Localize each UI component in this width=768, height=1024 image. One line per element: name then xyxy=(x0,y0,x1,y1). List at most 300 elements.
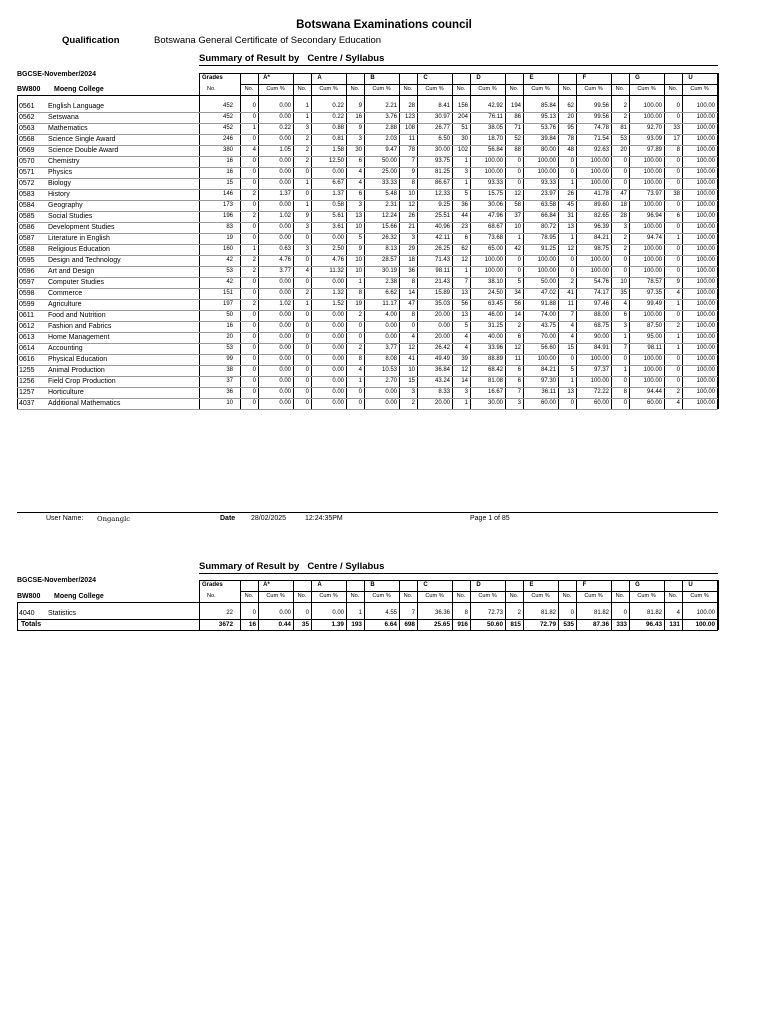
cum-percent-cell: 68.67 xyxy=(487,224,503,230)
count-cell: 14 xyxy=(408,290,415,296)
totals-cum-cell: 0.44 xyxy=(278,621,291,628)
summary-title-text-2: Summary of Result by xyxy=(199,561,300,572)
no-subheader: No. xyxy=(615,593,625,599)
table-row xyxy=(0,321,768,332)
subject-name: Development Studies xyxy=(48,224,115,231)
count-cell: 0 xyxy=(570,268,574,274)
count-cell: 0 xyxy=(676,378,680,384)
cum-percent-cell: 97.37 xyxy=(593,367,609,373)
cum-percent-cell: 0.00 xyxy=(385,389,397,395)
count-cell: 12 xyxy=(514,345,521,351)
count-cell: 7 xyxy=(411,158,415,164)
cum-percent-cell: 26.42 xyxy=(434,345,450,351)
syllabus-code: 0586 xyxy=(19,224,35,231)
document-title: Botswana Examinations council xyxy=(296,19,472,31)
cum-percent-cell: 0.00 xyxy=(332,378,344,384)
cum-percent-cell: 95.00 xyxy=(646,334,662,340)
subject-name: Chemistry xyxy=(48,158,80,165)
syllabus-code: 0562 xyxy=(19,114,35,121)
cum-percent-cell: 20.00 xyxy=(434,312,450,318)
cum-percent-cell: 96.39 xyxy=(593,224,609,230)
count-cell: 62 xyxy=(461,246,468,252)
cum-percent-cell: 100.00 xyxy=(643,367,662,373)
subject-name: Physics xyxy=(48,169,73,176)
totals-cum-cell: 87.36 xyxy=(593,621,609,628)
totals-cum-cell: 96.43 xyxy=(646,621,662,628)
count-cell: 0 xyxy=(623,169,627,175)
cum-percent-cell: 2.31 xyxy=(385,202,397,208)
no-subheader: No. xyxy=(615,86,625,92)
cum-percent-cell: 100.00 xyxy=(537,158,556,164)
time-value: 12:24:35PM xyxy=(305,515,343,522)
subject-name: Home Management xyxy=(48,334,110,341)
totals-top-rule xyxy=(17,619,718,620)
syllabus-code: 0571 xyxy=(19,169,35,176)
grade-header-3: B xyxy=(370,75,375,81)
totals-row xyxy=(0,619,768,630)
table-row xyxy=(0,354,768,365)
syllabus-code: 0584 xyxy=(19,202,35,209)
cum-percent-cell: 100.00 xyxy=(643,202,662,208)
cum-percent-cell: 100.00 xyxy=(643,268,662,274)
cum-percent-cell: 1.32 xyxy=(332,290,344,296)
count-cell: 0 xyxy=(676,180,680,186)
count-cell: 0 xyxy=(570,400,574,406)
cum-percent-cell: 98.11 xyxy=(647,345,662,351)
cum-percent-cell: 96.94 xyxy=(646,213,662,219)
cum-percent-cell: 0.81 xyxy=(332,136,344,142)
count-cell: 8 xyxy=(411,279,415,285)
count-cell: 0 xyxy=(305,191,309,197)
session-label: BGCSE-November/2024 xyxy=(17,71,96,78)
count-cell: 0 xyxy=(623,378,627,384)
table-row xyxy=(0,255,768,266)
table-row xyxy=(0,277,768,288)
cum-percent-cell: 26.25 xyxy=(434,246,450,252)
no-subheader: No. xyxy=(297,86,307,92)
cum-percent-cell: 72.22 xyxy=(593,389,609,395)
cum-percent-cell: 100.00 xyxy=(696,367,715,373)
syllabus-code: 1257 xyxy=(19,389,35,396)
no-subheader: No. xyxy=(456,593,466,599)
cum-percent-cell: 12.50 xyxy=(328,158,344,164)
cum-percent-cell: 8.08 xyxy=(385,356,397,362)
count-cell: 10 xyxy=(408,367,415,373)
no-subheader: No. xyxy=(297,593,307,599)
cum-percent-cell: 15.89 xyxy=(434,290,450,296)
cum-percent-cell: 60.00 xyxy=(646,400,662,406)
cum-percent-cell: 1.05 xyxy=(279,147,291,153)
totals-count-cell: 698 xyxy=(404,621,415,628)
count-cell: 0 xyxy=(676,268,680,274)
count-cell: 4 xyxy=(464,334,468,340)
cum-subheader: Cum % xyxy=(531,593,550,599)
cum-percent-cell: 74.17 xyxy=(593,290,609,296)
count-cell: 0 xyxy=(305,345,309,351)
cum-percent-cell: 100.00 xyxy=(590,378,609,384)
summary-title-text: Summary of Result by xyxy=(199,53,300,64)
candidates-total: 452 xyxy=(222,103,233,109)
subject-name: Mathematics xyxy=(48,125,88,132)
count-cell: 3 xyxy=(464,169,468,175)
cum-percent-cell: 100.00 xyxy=(696,345,715,351)
table-row xyxy=(0,365,768,376)
count-cell: 31 xyxy=(567,213,574,219)
count-cell: 2 xyxy=(252,268,256,274)
count-cell: 0 xyxy=(252,290,256,296)
count-cell: 78 xyxy=(567,136,574,142)
cum-subheader: Cum % xyxy=(637,86,656,92)
cum-percent-cell: 100.00 xyxy=(590,257,609,263)
summary-title xyxy=(199,53,384,64)
count-cell: 108 xyxy=(404,125,415,131)
candidates-total: 22 xyxy=(226,610,233,616)
grade-header-2: A xyxy=(317,75,322,81)
cum-percent-cell: 25.00 xyxy=(381,169,397,175)
count-cell: 6 xyxy=(358,191,362,197)
cum-percent-cell: 100.00 xyxy=(696,610,715,616)
table-row xyxy=(0,288,768,299)
count-cell: 0 xyxy=(305,356,309,362)
count-cell: 4 xyxy=(464,345,468,351)
table-row xyxy=(0,398,768,409)
cum-percent-cell: 28.57 xyxy=(381,257,397,263)
cum-percent-cell: 68.42 xyxy=(487,367,503,373)
count-cell: 88 xyxy=(514,147,521,153)
count-cell: 0 xyxy=(676,158,680,164)
cum-percent-cell: 100.00 xyxy=(696,257,715,263)
count-cell: 7 xyxy=(464,279,468,285)
cum-percent-cell: 47.96 xyxy=(487,213,503,219)
count-cell: 2 xyxy=(252,191,256,197)
count-cell: 2 xyxy=(517,610,521,616)
count-cell: 86 xyxy=(514,114,521,120)
count-cell: 1 xyxy=(305,180,309,186)
count-cell: 37 xyxy=(514,213,521,219)
summary-title-2 xyxy=(199,561,384,572)
count-cell: 8 xyxy=(411,180,415,186)
count-cell: 0 xyxy=(305,389,309,395)
cum-percent-cell: 80.00 xyxy=(540,147,556,153)
count-cell: 34 xyxy=(514,290,521,296)
cum-percent-cell: 36.11 xyxy=(541,389,556,395)
count-cell: 1 xyxy=(464,158,468,164)
cum-percent-cell: 3.77 xyxy=(279,268,291,274)
syllabus-code: 0599 xyxy=(19,301,35,308)
syllabus-code: 0612 xyxy=(19,323,35,330)
count-cell: 2 xyxy=(305,147,309,153)
grade-header-1: A* xyxy=(263,582,270,588)
count-cell: 10 xyxy=(514,224,521,230)
count-cell: 7 xyxy=(411,610,415,616)
cum-percent-cell: 54.76 xyxy=(593,279,609,285)
cum-percent-cell: 78.95 xyxy=(540,235,556,241)
subject-name: Food and Nutrition xyxy=(48,312,106,319)
count-cell: 0 xyxy=(305,235,309,241)
cum-subheader: Cum % xyxy=(425,86,444,92)
count-cell: 11 xyxy=(567,301,574,307)
count-cell: 0 xyxy=(411,323,415,329)
no-subheader: No. xyxy=(668,86,678,92)
count-cell: 51 xyxy=(461,125,468,131)
count-cell: 15 xyxy=(567,345,574,351)
centre-name-2: Moeng College xyxy=(54,593,104,600)
count-cell: 0 xyxy=(305,279,309,285)
cum-percent-cell: 100.00 xyxy=(537,169,556,175)
count-cell: 1 xyxy=(464,180,468,186)
cum-percent-cell: 72.73 xyxy=(487,610,503,616)
cum-percent-cell: 50.00 xyxy=(540,279,556,285)
count-cell: 0 xyxy=(517,257,521,263)
count-cell: 12 xyxy=(408,345,415,351)
count-cell: 11 xyxy=(408,136,415,142)
cum-percent-cell: 4.55 xyxy=(385,610,397,616)
cum-percent-cell: 93.09 xyxy=(646,136,662,142)
no-subheader: No. xyxy=(403,593,413,599)
cum-percent-cell: 93.33 xyxy=(540,180,556,186)
cum-percent-cell: 70.00 xyxy=(540,334,556,340)
count-cell: 8 xyxy=(358,356,362,362)
count-cell: 78 xyxy=(408,147,415,153)
cum-percent-cell: 0.00 xyxy=(332,400,344,406)
count-cell: 194 xyxy=(510,103,521,109)
centre-code-2: BW800 xyxy=(17,593,41,600)
count-cell: 5 xyxy=(517,279,521,285)
subject-name: Literature in English xyxy=(48,235,110,242)
table-row xyxy=(0,167,768,178)
cum-percent-cell: 0.00 xyxy=(279,610,291,616)
count-cell: 4 xyxy=(358,367,362,373)
count-cell: 0 xyxy=(676,103,680,109)
cum-percent-cell: 18.70 xyxy=(487,136,503,142)
cum-percent-cell: 100.00 xyxy=(643,180,662,186)
count-cell: 0 xyxy=(358,400,362,406)
count-cell: 8 xyxy=(358,290,362,296)
count-cell: 10 xyxy=(408,191,415,197)
count-cell: 44 xyxy=(461,213,468,219)
cum-percent-cell: 100.00 xyxy=(696,180,715,186)
table-row xyxy=(0,299,768,310)
count-cell: 0 xyxy=(623,268,627,274)
totals-count-cell: 333 xyxy=(616,621,627,628)
summary-underline xyxy=(199,65,718,66)
count-cell: 0 xyxy=(252,378,256,384)
cum-percent-cell: 98.11 xyxy=(435,268,450,274)
candidates-total: 16 xyxy=(226,158,233,164)
cum-percent-cell: 0.00 xyxy=(279,356,291,362)
cum-percent-cell: 68.75 xyxy=(593,323,609,329)
grade-header-9: U xyxy=(688,582,693,588)
cum-percent-cell: 0.00 xyxy=(332,323,344,329)
cum-percent-cell: 21.43 xyxy=(434,279,450,285)
count-cell: 1 xyxy=(676,334,680,340)
cum-percent-cell: 43.24 xyxy=(434,378,450,384)
candidates-total: 16 xyxy=(226,169,233,175)
cum-subheader: Cum % xyxy=(266,86,285,92)
cum-percent-cell: 1.37 xyxy=(332,191,344,197)
count-cell: 2 xyxy=(623,246,627,252)
cum-percent-cell: 81.82 xyxy=(540,610,556,616)
cum-percent-cell: 0.00 xyxy=(438,323,450,329)
cum-percent-cell: 6.50 xyxy=(438,136,450,142)
subject-name: Science Double Award xyxy=(48,147,119,154)
cum-percent-cell: 97.89 xyxy=(646,147,662,153)
count-cell: 0 xyxy=(305,323,309,329)
totals-count-cell: 131 xyxy=(669,621,680,628)
count-cell: 0 xyxy=(252,180,256,186)
count-cell: 1 xyxy=(305,103,309,109)
count-cell: 1 xyxy=(570,235,574,241)
count-cell: 9 xyxy=(305,213,309,219)
cum-percent-cell: 100.00 xyxy=(696,378,715,384)
syllabus-code: 0595 xyxy=(19,257,35,264)
count-cell: 0 xyxy=(676,169,680,175)
cum-percent-cell: 89.60 xyxy=(593,202,609,208)
cum-percent-cell: 0.00 xyxy=(279,103,291,109)
cum-percent-cell: 100.00 xyxy=(696,136,715,142)
count-cell: 52 xyxy=(514,136,521,142)
count-cell: 1 xyxy=(676,345,680,351)
cum-percent-cell: 100.00 xyxy=(484,169,503,175)
grade-header-9: U xyxy=(688,75,693,81)
count-cell: 1 xyxy=(305,114,309,120)
count-cell: 38 xyxy=(673,191,680,197)
grade-header-7: F xyxy=(582,582,587,588)
cum-percent-cell: 8.33 xyxy=(438,389,450,395)
totals-cum-cell: 6.64 xyxy=(384,621,397,628)
totals-cum-cell: 100.00 xyxy=(695,621,715,628)
count-cell: 8 xyxy=(464,610,468,616)
count-cell: 0 xyxy=(358,323,362,329)
table-row xyxy=(0,310,768,321)
subject-name: Field Crop Production xyxy=(48,378,116,385)
count-cell: 39 xyxy=(461,356,468,362)
count-cell: 0 xyxy=(623,257,627,263)
cum-percent-cell: 4.76 xyxy=(279,257,291,263)
cum-percent-cell: 99.56 xyxy=(593,103,609,109)
count-cell: 2 xyxy=(305,158,309,164)
count-cell: 10 xyxy=(355,224,362,230)
cum-percent-cell: 56.84 xyxy=(487,147,503,153)
cum-percent-cell: 6.62 xyxy=(385,290,397,296)
cum-percent-cell: 100.00 xyxy=(643,169,662,175)
count-cell: 23 xyxy=(461,224,468,230)
cum-percent-cell: 93.75 xyxy=(434,158,450,164)
count-cell: 156 xyxy=(457,103,468,109)
cum-subheader: Cum % xyxy=(319,86,338,92)
cum-percent-cell: 100.00 xyxy=(696,158,715,164)
candidates-total: 160 xyxy=(222,246,233,252)
count-cell: 0 xyxy=(252,114,256,120)
candidates-total: 15 xyxy=(226,180,233,186)
syllabus-code: 0561 xyxy=(19,103,35,110)
count-cell: 2 xyxy=(517,323,521,329)
cum-percent-cell: 0.00 xyxy=(279,345,291,351)
table-row xyxy=(0,200,768,211)
count-cell: 2 xyxy=(623,114,627,120)
count-cell: 17 xyxy=(673,136,680,142)
cum-percent-cell: 97.35 xyxy=(646,290,662,296)
count-cell: 71 xyxy=(514,125,521,131)
count-cell: 9 xyxy=(411,169,415,175)
count-cell: 13 xyxy=(355,213,362,219)
cum-percent-cell: 0.00 xyxy=(332,389,344,395)
candidates-total: 10 xyxy=(226,400,233,406)
cum-percent-cell: 78.57 xyxy=(646,279,662,285)
count-cell: 8 xyxy=(411,312,415,318)
count-cell: 0 xyxy=(676,356,680,362)
cum-percent-cell: 0.00 xyxy=(332,334,344,340)
count-cell: 4 xyxy=(305,268,309,274)
count-cell: 0 xyxy=(570,169,574,175)
count-cell: 62 xyxy=(567,103,574,109)
count-cell: 47 xyxy=(408,301,415,307)
cum-percent-cell: 100.00 xyxy=(537,356,556,362)
count-cell: 30 xyxy=(461,136,468,142)
count-cell: 4 xyxy=(411,334,415,340)
cum-percent-cell: 100.00 xyxy=(696,334,715,340)
cum-percent-cell: 91.88 xyxy=(540,301,556,307)
cum-percent-cell: 73.97 xyxy=(646,191,662,197)
syllabus-code: 0598 xyxy=(19,290,35,297)
count-cell: 5 xyxy=(464,191,468,197)
count-cell: 29 xyxy=(408,246,415,252)
count-cell: 0 xyxy=(252,323,256,329)
count-cell: 0 xyxy=(252,345,256,351)
syllabus-code: 4040 xyxy=(19,610,35,617)
count-cell: 0 xyxy=(358,334,362,340)
cum-percent-cell: 25.51 xyxy=(434,213,450,219)
cum-percent-cell: 100.00 xyxy=(696,224,715,230)
centre-code: BW800 xyxy=(17,86,41,93)
count-cell: 4 xyxy=(676,400,680,406)
count-cell: 14 xyxy=(514,312,521,318)
count-cell: 8 xyxy=(623,389,627,395)
count-cell: 3 xyxy=(517,400,521,406)
subject-name: Accounting xyxy=(48,345,83,352)
syllabus-code: 0611 xyxy=(19,312,35,319)
cum-percent-cell: 30.97 xyxy=(434,114,450,120)
cum-percent-cell: 3.61 xyxy=(332,224,344,230)
cum-percent-cell: 43.75 xyxy=(540,323,556,329)
cum-percent-cell: 100.00 xyxy=(696,191,715,197)
cum-percent-cell: 40.96 xyxy=(434,224,450,230)
cum-subheader: Cum % xyxy=(584,593,603,599)
cum-percent-cell: 100.00 xyxy=(696,103,715,109)
count-cell: 0 xyxy=(676,367,680,373)
user-name-label: User Name: xyxy=(46,515,84,522)
cum-subheader: Cum % xyxy=(637,593,656,599)
count-cell: 12 xyxy=(461,257,468,263)
table-row xyxy=(0,178,768,189)
count-cell: 3 xyxy=(305,246,309,252)
grade-header-4: C xyxy=(423,582,428,588)
cum-percent-cell: 1.02 xyxy=(279,301,291,307)
header-top-rule xyxy=(199,73,718,74)
totals-candidates: 3672 xyxy=(218,621,233,628)
cum-percent-cell: 63.58 xyxy=(540,202,556,208)
cum-percent-cell: 100.00 xyxy=(643,356,662,362)
count-cell: 0 xyxy=(252,224,256,230)
user-name-value: Onganglc xyxy=(97,515,131,523)
table-row xyxy=(0,189,768,200)
table-row xyxy=(0,387,768,398)
cum-subheader: Cum % xyxy=(531,86,550,92)
grade-header-7: F xyxy=(582,75,587,81)
cum-percent-cell: 20.00 xyxy=(434,334,450,340)
cum-percent-cell: 100.00 xyxy=(643,224,662,230)
count-cell: 0 xyxy=(570,158,574,164)
